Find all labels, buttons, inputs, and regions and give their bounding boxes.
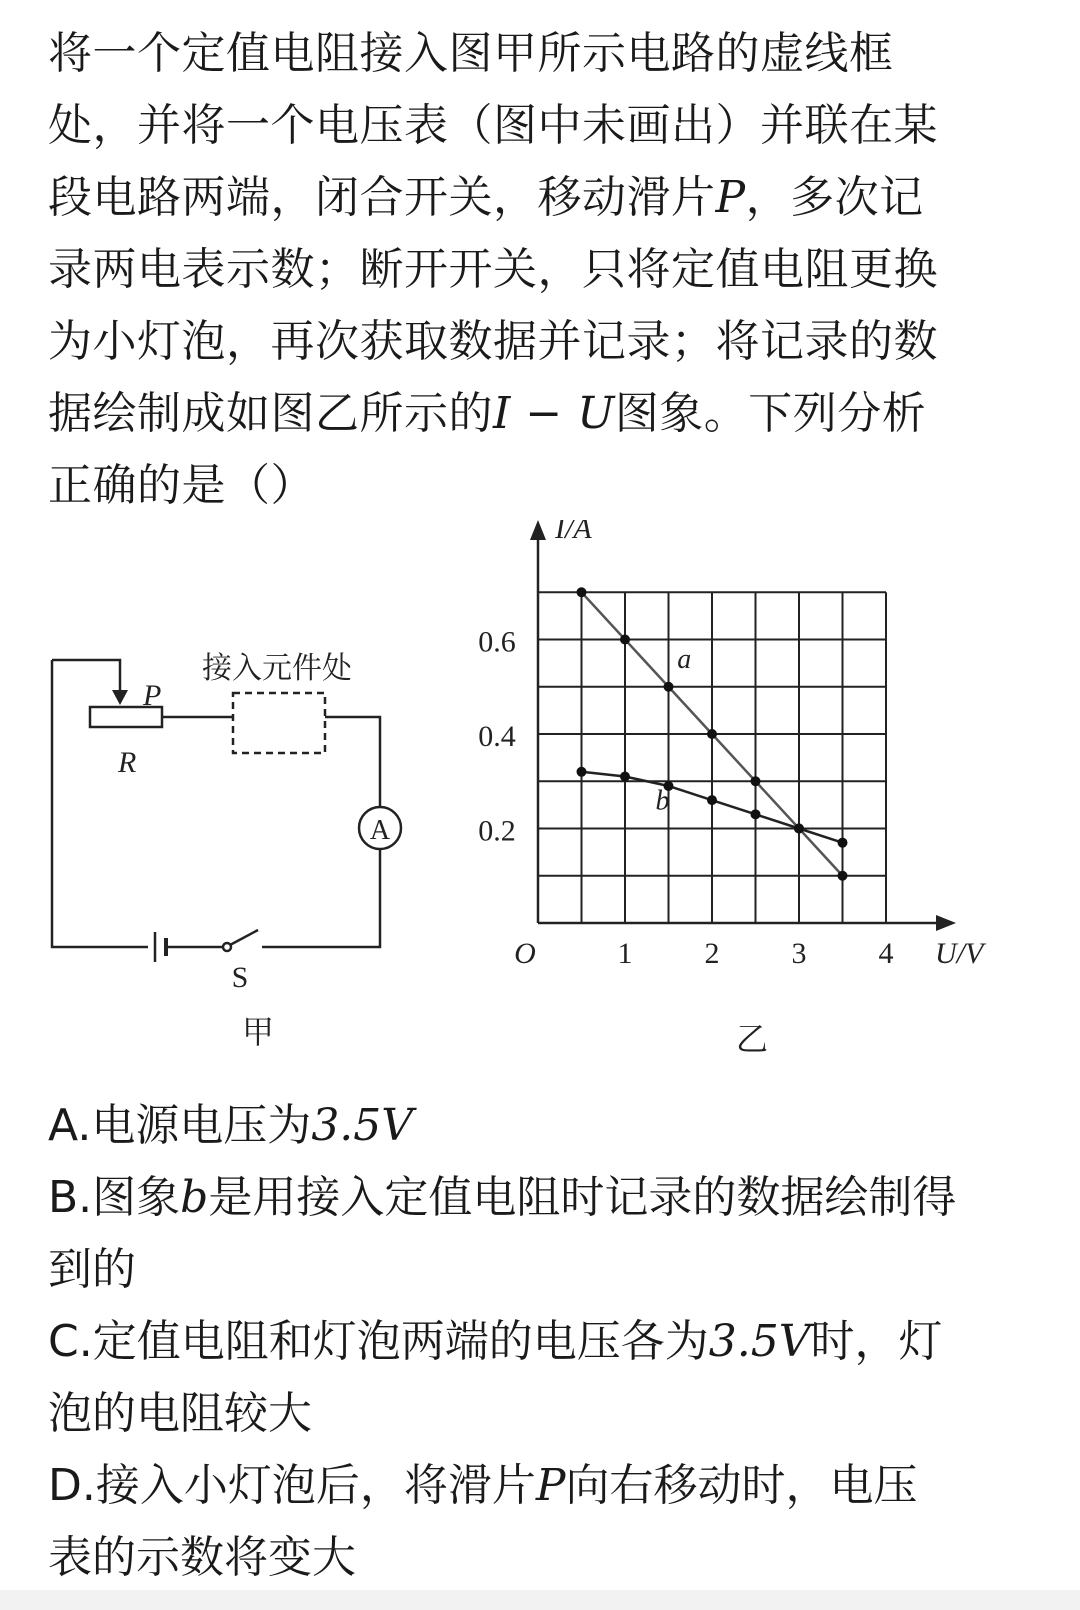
option-line[interactable] — [48, 1090, 1058, 1162]
series-label-b: b — [655, 785, 670, 817]
text-run: 图象。下列分析 — [614, 388, 927, 439]
stem-line — [48, 234, 1048, 306]
option-line[interactable] — [48, 1306, 1058, 1378]
math-run: P — [715, 172, 746, 223]
text-run: 到的 — [48, 1244, 136, 1295]
data-point-a — [664, 682, 674, 692]
option-line[interactable] — [48, 1450, 1058, 1522]
math-run: b — [180, 1172, 209, 1223]
y-tick-label: 0.2 — [478, 814, 516, 848]
switch-blade — [230, 930, 258, 945]
text-run: 是用接入定值电阻时记录的数据绘制得 — [208, 1172, 957, 1223]
option-line[interactable] — [48, 1234, 1058, 1306]
switch-label: S — [231, 961, 249, 994]
component-label: 接入元件处 — [202, 652, 352, 685]
text-run: 据绘制成如图乙所示的 — [48, 388, 493, 439]
y-tick-labels — [478, 626, 516, 848]
x-tick-label: 2 — [704, 937, 720, 970]
stem-line — [48, 450, 1048, 522]
stem-line — [48, 18, 1048, 90]
text-run: C.定值电阻和灯泡两端的电压各为 — [48, 1316, 709, 1367]
data-point-b — [707, 795, 717, 805]
rheostat-label: R — [118, 746, 137, 779]
data-point-a — [620, 635, 630, 645]
figure-svg — [0, 520, 1080, 1080]
question-stem — [48, 18, 1048, 522]
x-tick-label: 1 — [617, 937, 633, 970]
text-run: 将一个定值电阻接入图甲所示电路的虚线框 — [48, 28, 894, 79]
chart-axes — [538, 538, 940, 923]
ammeter-label: A — [369, 815, 391, 846]
x-axis-arrow — [936, 915, 956, 931]
option-line[interactable] — [48, 1162, 1058, 1234]
math-run: 3.5V — [311, 1100, 414, 1151]
text-run: ，多次记 — [745, 172, 924, 223]
answer-options — [48, 1090, 1058, 1594]
component-box — [233, 693, 325, 753]
x-tick-label: 4 — [878, 937, 894, 970]
y-tick-label: 0.6 — [478, 625, 516, 659]
text-run: 泡的电阻较大 — [48, 1388, 312, 1439]
text-run: 录两电表示数；断开开关，只将定值电阻更换 — [48, 244, 938, 295]
text-run: 处，并将一个电压表（图中未画出）并联在某 — [48, 100, 938, 151]
slider-arrow — [112, 690, 128, 705]
text-run: 为小灯泡，再次获取数据并记录；将记录的数 — [48, 316, 938, 367]
math-run: 3.5V — [708, 1316, 811, 1367]
text-run: 正确的是（） — [48, 460, 315, 511]
series-label-a: a — [677, 643, 692, 675]
wire-box-to-right — [325, 717, 380, 808]
option-line[interactable] — [48, 1522, 1058, 1594]
circuit-caption: 甲 — [241, 1014, 275, 1050]
data-point-b — [838, 838, 848, 848]
text-run: A.电源电压为 — [48, 1100, 312, 1151]
text-run: 时，灯 — [810, 1316, 943, 1367]
math-run: P — [535, 1460, 566, 1511]
figure-area — [0, 520, 1080, 1080]
text-run: B.图象 — [48, 1172, 181, 1223]
text-run: D.接入小灯泡后，将滑片 — [48, 1460, 536, 1511]
stem-line — [48, 306, 1048, 378]
circuit-diagram — [52, 660, 401, 962]
origin-label: O — [514, 937, 536, 970]
wire-top-slider — [52, 660, 120, 692]
data-point-a — [577, 587, 587, 597]
x-tick-labels — [618, 937, 894, 970]
data-point-b — [794, 824, 804, 834]
y-axis-arrow — [530, 520, 546, 540]
option-line[interactable] — [48, 1378, 1058, 1450]
slider-label: P — [143, 679, 162, 712]
data-point-b — [751, 809, 761, 819]
chart-caption: 乙 — [735, 1021, 769, 1057]
stem-line — [48, 90, 1048, 162]
data-point-b — [620, 772, 630, 782]
text-run: 表的示数将变大 — [48, 1532, 356, 1583]
math-run: I − U — [493, 388, 615, 439]
data-point-a — [751, 776, 761, 786]
wire-right-bottom — [262, 849, 380, 947]
text-run: 段电路两端，闭合开关，移动滑片 — [48, 172, 716, 223]
x-tick-label: 3 — [791, 937, 807, 970]
stem-line — [48, 378, 1048, 450]
data-point-a — [838, 871, 848, 881]
data-point-a — [707, 729, 717, 739]
y-axis-label: I/A — [555, 520, 592, 545]
y-tick-label: 0.4 — [478, 720, 516, 753]
x-axis-label: U/V — [935, 937, 984, 970]
text-run: 向右移动时，电压 — [565, 1460, 918, 1511]
stem-line — [48, 162, 1048, 234]
iu-chart — [478, 520, 987, 1057]
bottom-bar — [0, 1590, 1080, 1610]
chart-grid — [538, 592, 886, 923]
data-point-b — [577, 767, 587, 777]
wire-left — [52, 660, 148, 947]
